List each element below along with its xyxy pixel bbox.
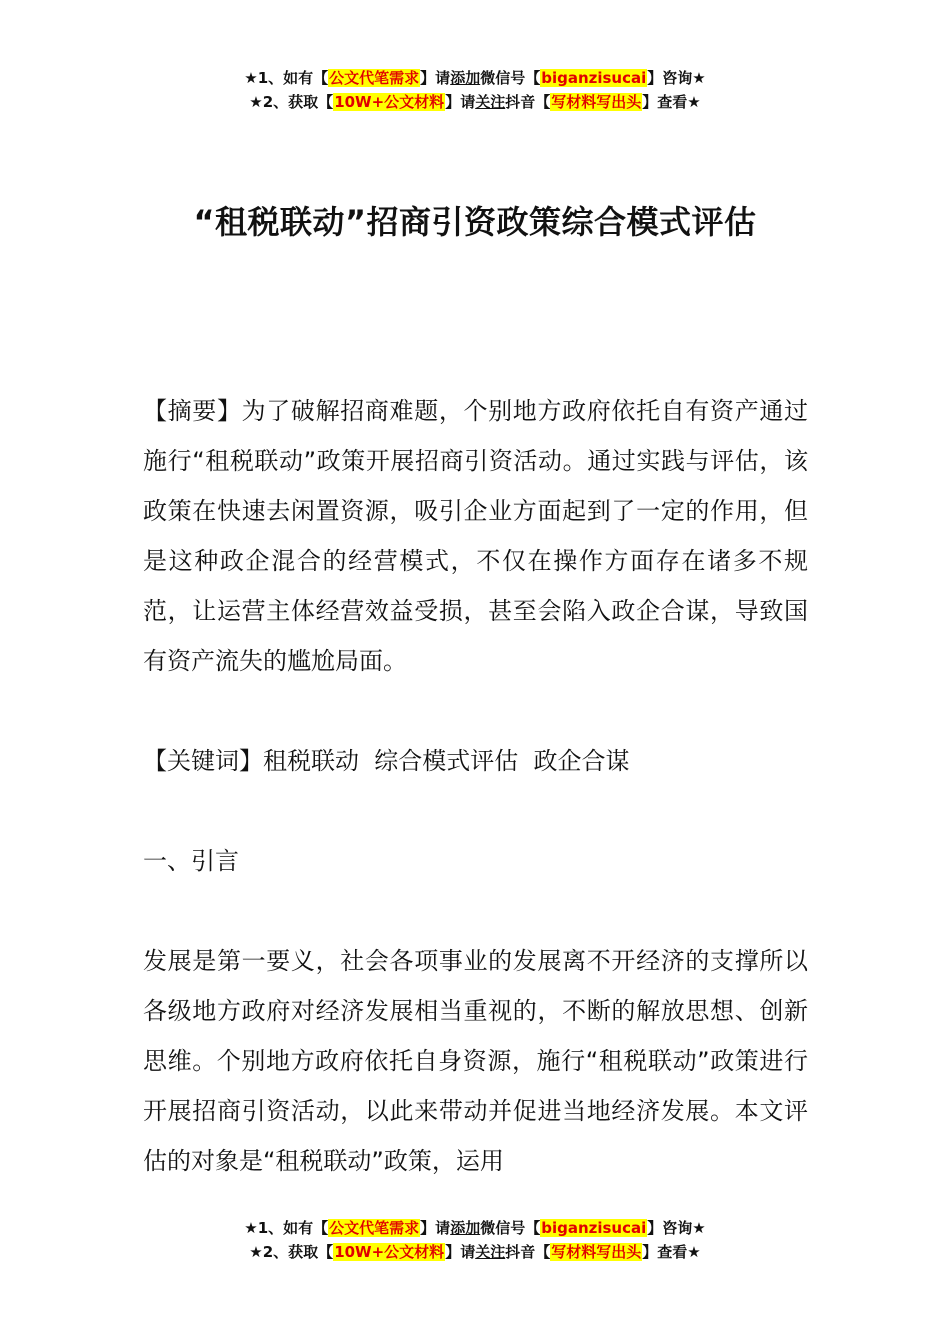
introduction-paragraph: 发展是第一要义，社会各项事业的发展离不开经济的支撑所以各级地方政府对经济发展相当重视的，不断的解放思想、创新思维。个别地方政府依托自身资源，施行“租税联动”政策进行开展招商引资活动，以此来带动并促进当地经济发展。本文评估的对象是“租税联动”政策，运用 [143,947,808,1175]
highlight-ghostwriting-service: 公文代笔需求 [329,69,420,87]
spacer [143,886,808,936]
banner-text: 】咨询★ [647,69,706,87]
spacer [143,786,808,836]
header-banner-line-2 [0,90,950,114]
footer-banner-line-2 [0,1240,950,1264]
abstract-paragraph: 【摘要】为了破解招商难题，个别地方政府依托自有资产通过施行“租税联动”政策开展招商引资活动。通过实践与评估，该政策在快速去闲置资源，吸引企业方面起到了一定的作用，但是这种政企混合的经营模式，不仅在操作方面存在诸多不规范，让运营主体经营效益受损，甚至会陷入政企合谋，导致国有资产流失的尴尬局面。 [143,397,808,675]
banner-text: 】查看★ [642,1243,701,1261]
highlight-ghostwriting-service: 公文代笔需求 [329,1219,420,1237]
banner-text: 抖音【 [505,1243,551,1261]
banner-text: 】咨询★ [647,1219,706,1237]
keywords-paragraph: 【关键词】租税联动 综合模式评估 政企合谋 [143,747,630,775]
banner-text: 】请 [445,1243,476,1261]
underlined-follow: 关注 [475,1243,506,1261]
highlight-wechat-id: biganzisucai [541,69,647,87]
highlight-materials: 10W+公文材料 [334,93,445,111]
banner-text: 】请 [420,69,451,87]
banner-text: ★1、如有【 [244,69,329,87]
highlight-douyin-account: 写材料写出头 [551,1243,642,1261]
footer-banner-line-1 [0,1216,950,1240]
underlined-add: 添加 [450,69,481,87]
section-heading-introduction: 一、引言 [143,847,239,875]
header-banner [0,66,950,114]
highlight-materials: 10W+公文材料 [334,1243,445,1261]
header-banner-line-1 [0,66,950,90]
banner-text: 】请 [445,93,476,111]
footer-banner [0,1216,950,1264]
banner-text: 】查看★ [642,93,701,111]
banner-text: 】请 [420,1219,451,1237]
banner-text: 微信号【 [480,69,541,87]
banner-text: ★1、如有【 [244,1219,329,1237]
underlined-follow: 关注 [475,93,506,111]
banner-text: 微信号【 [480,1219,541,1237]
spacer [143,686,808,736]
highlight-wechat-id: biganzisucai [541,1219,647,1237]
banner-text: ★2、获取【 [249,93,334,111]
document-title: “租税联动”招商引资政策综合模式评估 [193,203,757,241]
document-body [143,386,808,1186]
underlined-add: 添加 [450,1219,481,1237]
highlight-douyin-account: 写材料写出头 [551,93,642,111]
banner-text: ★2、获取【 [249,1243,334,1261]
banner-text: 抖音【 [505,93,551,111]
